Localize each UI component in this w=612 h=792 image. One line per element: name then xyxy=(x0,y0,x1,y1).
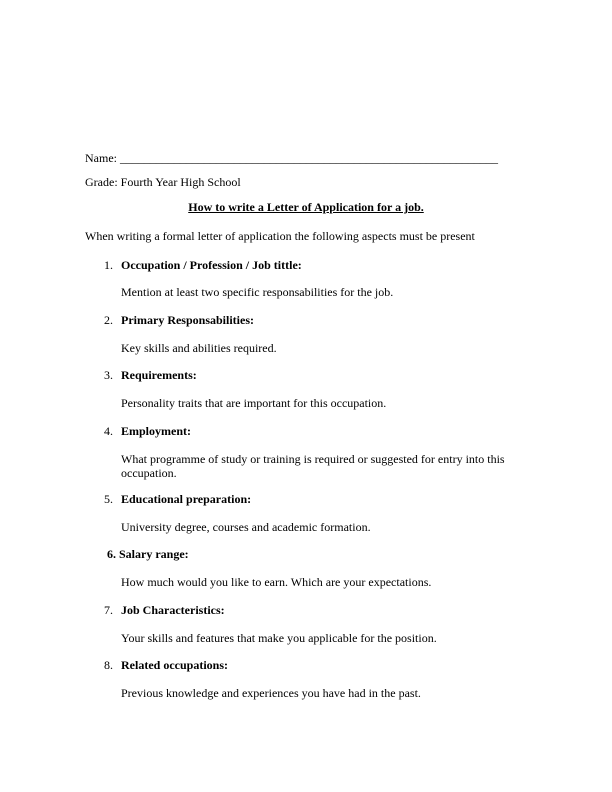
item-heading: Requirements: xyxy=(121,368,197,382)
item-description: How much would you like to earn. Which are your expectations. xyxy=(121,575,432,589)
item-heading: Educational preparation: xyxy=(121,492,252,506)
item-description: Key skills and abilities required. xyxy=(121,341,277,355)
item-description: Personality traits that are important for this occupation. xyxy=(121,396,387,410)
name-blank: _______________________________________________________________ xyxy=(120,151,498,165)
item-number: 6. xyxy=(107,547,116,561)
item-number: 8. xyxy=(104,658,113,672)
item-heading: Salary range: xyxy=(119,547,189,561)
item-description: Previous knowledge and experiences you have had in the past. xyxy=(121,686,421,700)
intro-paragraph: When writing a formal letter of application the following aspects must be present xyxy=(85,229,475,243)
item-number: 2. xyxy=(104,313,113,327)
item-heading: Occupation / Profession / Job tittle: xyxy=(121,258,302,272)
item-heading: Employment: xyxy=(121,424,191,438)
item-heading: Primary Responsabilities: xyxy=(121,313,254,327)
document-title: How to write a Letter of Application for a job. xyxy=(188,200,424,214)
item-number: 4. xyxy=(104,424,113,438)
item-number: 7. xyxy=(104,603,113,617)
grade-line: Grade: Fourth Year High School xyxy=(85,175,241,189)
item-description: Mention at least two specific responsabilities for the job. xyxy=(121,285,394,299)
item-heading: Job Characteristics: xyxy=(121,603,225,617)
item-number: 5. xyxy=(104,492,113,506)
item-number: 1. xyxy=(104,258,113,272)
item-heading: Related occupations: xyxy=(121,658,228,672)
name-label: Name: xyxy=(85,151,117,165)
item-description: What programme of study or training is required or suggested for entry into this occupation. xyxy=(121,452,505,480)
name-field-line xyxy=(85,151,498,165)
item-number: 3. xyxy=(104,368,113,382)
item-description: University degree, courses and academic formation. xyxy=(121,520,371,534)
item-description: Your skills and features that make you applicable for the position. xyxy=(121,631,437,645)
